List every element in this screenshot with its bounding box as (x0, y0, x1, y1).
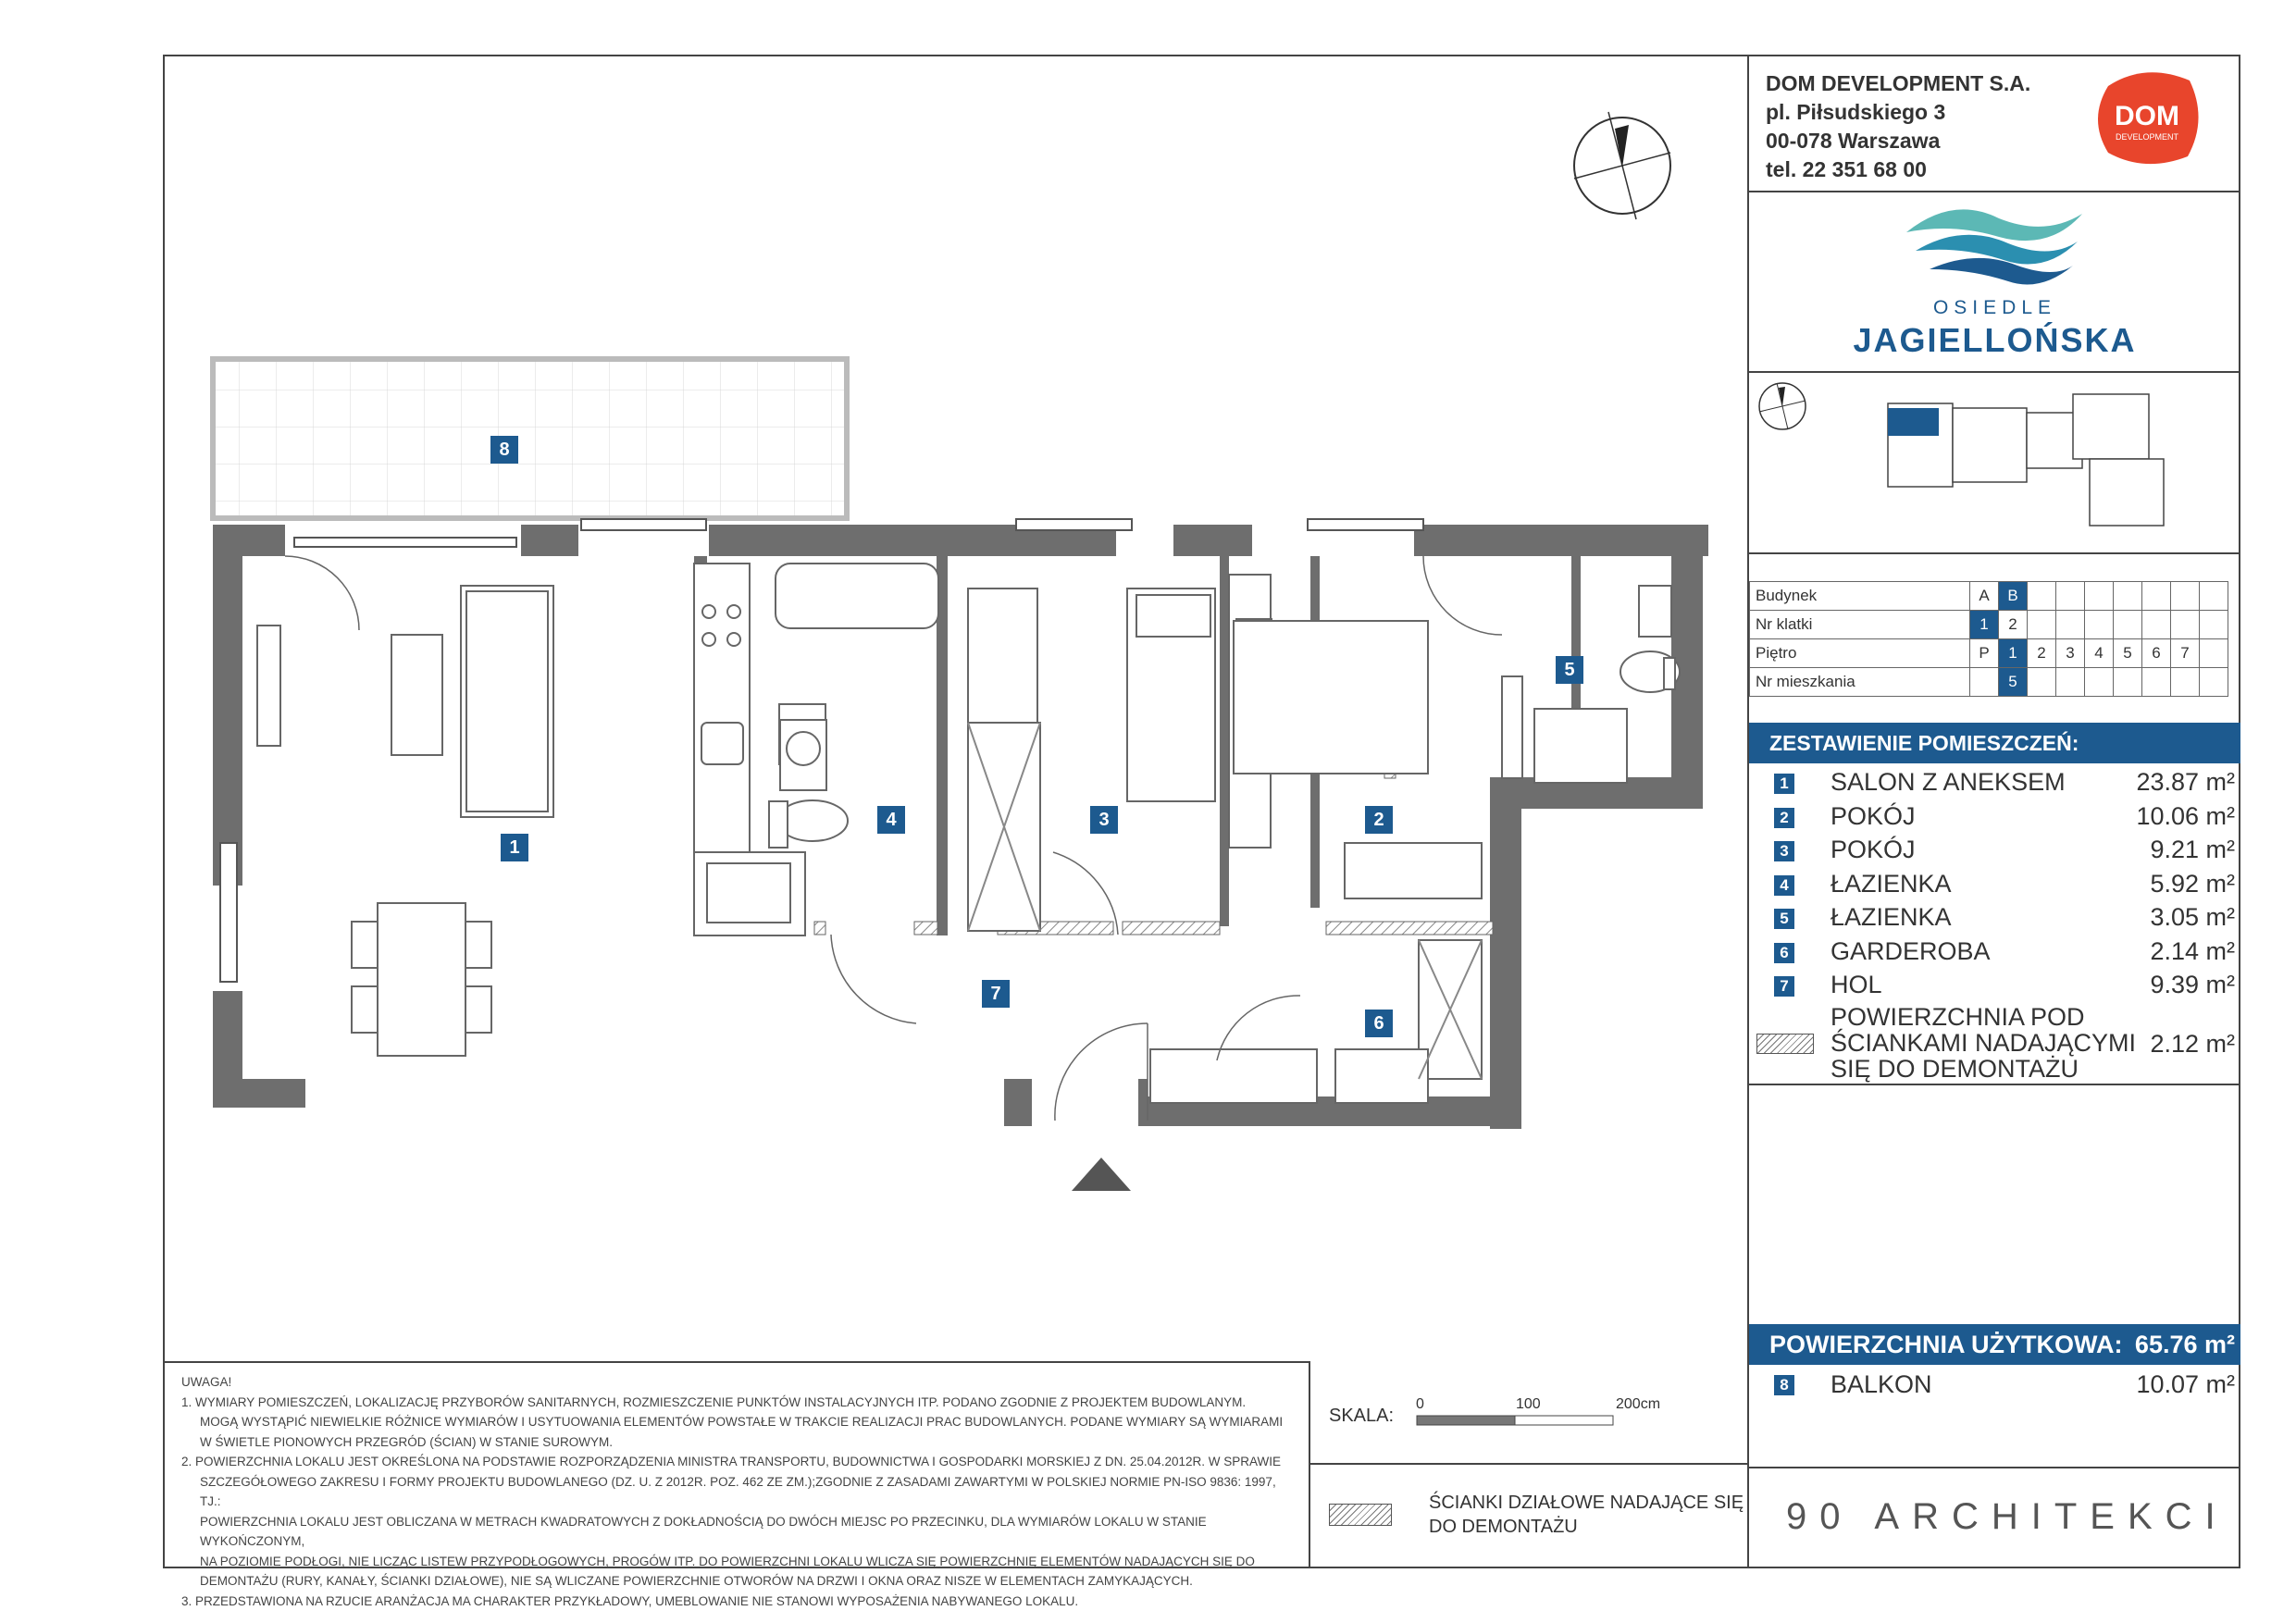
room-row: 6 GARDEROBA 2.14 m² (1749, 935, 2240, 969)
plan-label-6: 6 (1365, 1010, 1393, 1037)
room-row: 3 POKÓJ 9.21 m² (1749, 833, 2240, 867)
plan-label-5: 5 (1556, 656, 1583, 684)
svg-text:DOM: DOM (2115, 101, 2179, 131)
plan-label-3: 3 (1090, 806, 1118, 834)
key-plan (1756, 380, 2238, 542)
svg-text:DEVELOPMENT: DEVELOPMENT (2115, 132, 2179, 142)
usable-area-bar: POWIERZCHNIA UŻYTKOWA: 65.76 m² (1749, 1324, 2240, 1365)
plan-label-1: 1 (501, 834, 528, 861)
floor-plan-drawing (165, 56, 1747, 1361)
hatch-swatch (1329, 1504, 1392, 1526)
demolition-row: POWIERZCHNIA POD ŚCIANKAMI NADAJĄCYMI SIĘ DO DEMONTAŻU 2.12 m² (1749, 1002, 2240, 1085)
entrance-marker-icon (1072, 1158, 1131, 1191)
scale-legend: SKALA: 0 100 200cm ŚCIANKI DZIAŁOWE NADAJĄCE SIĘ DO DEMONTAŻU (1310, 1361, 1747, 1567)
project-label-big: JAGIELLOŃSKA (1853, 321, 2137, 359)
scale-bar (1416, 1415, 1638, 1428)
project-name (1749, 297, 2240, 360)
notes-block: UWAGA! 1. WYMIARY POMIESZCZEŃ, LOKALIZACJĘ PRZYBORÓW SANITARNYCH, ROZMIESZCZENIE PUNKTÓW INSTALACYJNYCH ITP. PODANO ZGODNIE Z PROJEKTEM BUDOWLANYM. MOGĄ WYSTĄPIĆ NIEWIELKIE RÓŻNICE WYMIARÓW I USYTUOWANIA ELEMENTÓW POWSTAŁE W TRAKCIE REALIZACJI PRAC BUDOWLANYCH. PODANE WYMIARY SĄ WYMIARAMI W ŚWIETLE PIONOWYCH PRZEGRÓD (ŚCIAN) W STANIE SUROWYM. 2. POWIERZCHNIA LOKALU JEST OKREŚLONA NA PODSTAWIE ROZPORZĄDZENIA MINISTRA TRANSPORTU, BUDOWNICTWA I GOSPODARKI MORSKIEJ Z DN. 25.04.2012R. W SPRAWIE SZCZEGÓŁOWEGO ZAKRESU I FORMY PROJEKTU BUDOWLANEGO (DZ. U. Z 2012R. POZ. 462 ZE ZM.);ZGODNIE Z ZASADAMI ZAWARTYMI W POLSKIEJ NORMIE PN-ISO 9836: 1997, TJ.: POWIERZCHNIA LOKALU JEST OBLICZANA W METRACH KWADRATOWYCH Z DOKŁADNOŚCIĄ DO DWÓCH MIEJSC PO PRZECINKU, DLA WYMIARÓW LOKALU W STANIE WYKOŃCZONYM, NA POZIOMIE PODŁOGI, NIE LICZĄC LISTEW PRZYPODŁOGOWYCH, PROGÓW ITP. DO POWIERZCHNI LOKALU WLICZA SIĘ POWIERZCHNIĘ ELEMENTÓW NADAJĄCYCH SIĘ DO DEMONTAŻU (RURY, KANAŁY, ŚCIANKI DZIAŁOWE), NIE SĄ WLICZANE POWIERZCHNIE OTWORÓW NA DRZWI I OKNA ORAZ NISZE W ELEMENTACH ZAMYKAJĄCYCH. 3. PRZEDSTAWIONA NA RZUCIE ARANŻACJA MA CHARAKTER PRZYKŁADOWY, UMEBLOWANIE NIE STANOWI WYPOSAŻENIA NABYWANEGO LOKALU. (165, 1361, 1310, 1567)
company-name: DOM DEVELOPMENT S.A. (1766, 71, 2031, 95)
dom-logo-icon (2090, 68, 2208, 169)
plan-label-2: 2 (1365, 806, 1393, 834)
room-row: 7 HOL 9.39 m² (1749, 968, 2240, 1002)
company-block (1766, 69, 2030, 184)
project-label-small: OSIEDLE (1932, 297, 2057, 318)
architect-logo: 90 ARCHITEKCI (1786, 1496, 2228, 1537)
demolition-area: 2.12 m² (2150, 1030, 2235, 1058)
scale-label: SKALA: (1329, 1406, 1395, 1426)
north-arrow-icon (1574, 112, 1670, 219)
info-sidebar (1747, 56, 2239, 1567)
room-row: 1 SALON Z ANEKSEM 23.87 m² (1749, 765, 2240, 799)
summary-title: ZESTAWIENIE POMIESZCZEŃ: (1749, 723, 2240, 763)
room-row: 5 ŁAZIENKA 3.05 m² (1749, 900, 2240, 935)
floor-plan (165, 56, 1747, 1361)
room-row: 4 ŁAZIENKA 5.92 m² (1749, 867, 2240, 901)
plan-label-8: 8 (490, 436, 518, 464)
balcony-area (213, 359, 847, 518)
room-row: 2 POKÓJ 10.06 m² (1749, 799, 2240, 834)
company-address2: 00-078 Warszawa (1766, 129, 1941, 153)
location-table: Budynek A B Nr klatki 1 2 Piętro P 1 2 3 4 5 6 7 Nr mieszkania 5 (1749, 581, 2228, 697)
hatch-swatch (1756, 1034, 1814, 1054)
osiedle-wave-logo-icon (1897, 195, 2091, 297)
room-list (1749, 765, 2240, 1002)
plan-label-4: 4 (877, 806, 905, 834)
company-address1: pl. Piłsudskiego 3 (1766, 100, 1946, 124)
balcony-row: 8 BALKON 10.07 m² (1749, 1367, 2240, 1404)
company-phone: tel. 22 351 68 00 (1766, 157, 1927, 181)
plan-label-7: 7 (982, 980, 1010, 1008)
